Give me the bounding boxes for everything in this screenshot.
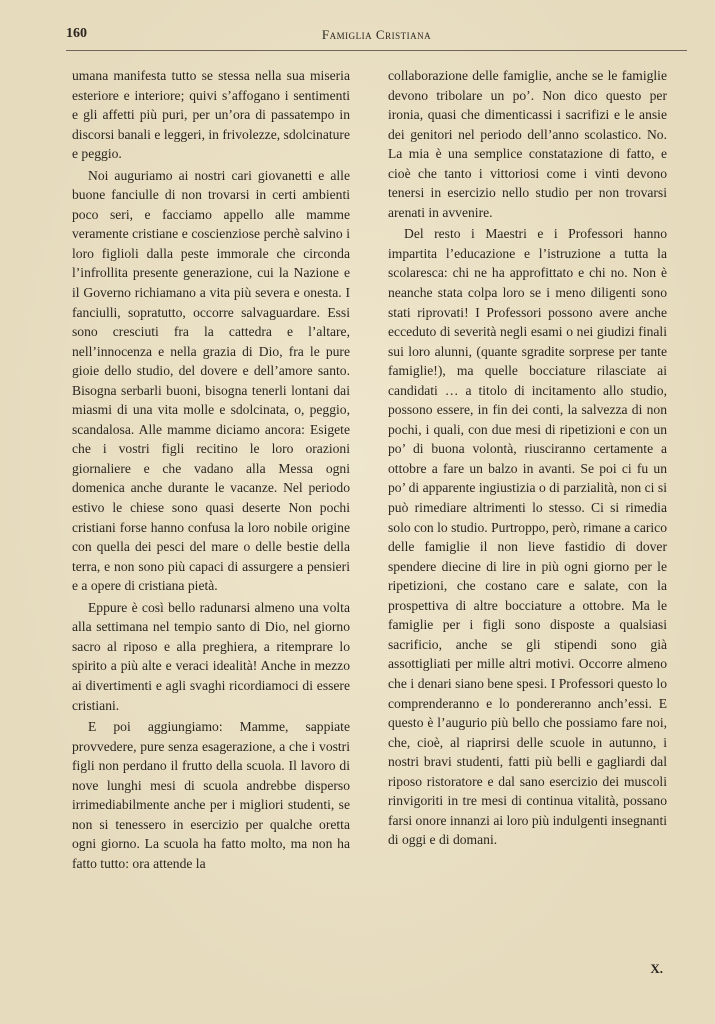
- page-number: 160: [66, 26, 87, 41]
- paragraph: umana manifesta tutto se stessa nella sua miseria esteriore e interiore; quivi s’affogano i sentimenti e gli affetti più puri, per un’ora di passatempo in discorsi banali e leggeri, in frivolezze, sdolcinature e peggio.: [72, 68, 350, 162]
- paragraph: collaborazione delle famiglie, anche se le famiglie devono tribolare un po’. Non dico questo per ironia, quasi che dimenticassi i sacrifizi e le ansie dei genitori nel periodo dell’anno scolastico. No. La mia è una semplice constatazione di fatto, e cioè che tanto i vittoriosi come i vinti devono tenersi in esercizio nello studio per non trovarsi arenati in avvenire.: [388, 68, 667, 220]
- running-title: Famiglia Cristiana: [321, 27, 432, 42]
- paragraph: E poi aggiungiamo: Mamme, sappiate provvedere, pure senza esagerazione, a che i vostri figli non perdano il frutto della scuola. Il lavoro di nove lunghi mesi di scuola andrebbe disperso irrimediabilmente anche per i migliori studenti, se non si tenessero in esercizio per qualche oretta ogni giorno. La scuola ha fatto molto, ma non ha fatto tutto: ora attende la: [72, 719, 350, 871]
- page-header: [66, 24, 687, 51]
- right-column: [388, 66, 667, 850]
- paragraph: Noi auguriamo ai nostri cari giovanetti e alle buone fanciulle di non trovarsi in certi ambienti poco seri, e facciamo appello alle mamme veramente cristiane e coscienziose perchè salvino i loro figlioli dalla peste immorale che circonda l’infrollita presente generazione, cui la Nazione e il Governo richiamano a vita più severa e onesta. I fanciulli, sopratutto, occorre salvaguardare. Essi sono cresciuti fra la cattedra e l’altare, nell’innocenza e nella grazia di Dio, fra le pure gioie dello studio, del dovere e dell’amore santo. Bisogna serbarli buoni, bisogna tenerli lontani dai miasmi di una vita molle e sdolcinata, o, peggio, scandalosa. Alle mamme diciamo ancora: Esigete che i vostri figli recitino le loro orazioni giornaliere e che vadano alla Messa ogni domenica anche durante le vacanze. Nel periodo estivo le chiese sono quasi deserte Non pochi cristiani forse hanno confusa la loro nobile origine con quella dei pesci del mare o delle bestie della terra, e non sono più capaci di assurgere a pensieri e a opere di cristiana pietà.: [72, 167, 350, 594]
- paragraph: Del resto i Maestri e i Professori hanno impartita l’educazione e l’istruzione a tutta la scolaresca: chi ne ha approfittato e chi no. Non è neanche stata colpa loro se i meno diligenti sono stati riprovati! I Professori possono avere anche ecceduto di severità negli esami o nei giudizi finali sui loro alunni, (quante sgradite sorprese per tante famiglie!), ma quelle bocciature rilasciate ai candidati … a titolo di incitamento allo studio, possono essere, in fin dei conti, la salvezza di non pochi, i quali, con due mesi di ripetizioni e con un po’ di buona volontà, riusciranno certamente a ottobre a fare un balzo in avanti. Se poi ci fu un po’ di apparente ingiustizia o di parzialità, non ci si può rimediare altrimenti lo stesso. Ci si rimedia solo con lo studio. Purtroppo, però, rimane a carico delle famiglie il non lieve fastidio di dover spendere diecine di lire in più ogni giorno per le ripetizioni, che costano care e salate, con la prospettiva di altre bocciature a ottobre. Ma le famiglie per i figli sono disposte a qualsiasi sacrificio, anche se gli stipendi sono già assottigliati per mille altri motivi. Occorre almeno che i denari siano bene spesi. I Professori questo lo comprenderanno e lo pondereranno anch’essi. E questo è l’augurio più bello che possiamo fare noi, che, cioè, al riaprirsi delle scuole in autunno, i nostri bravi studenti, fatti più belli e gagliardi dal riposo ristoratore e dal sano esercizio dei muscoli rinvigoriti in tre mesi di continua vitalità, possano farsi onore innanzi ai loro più indulgenti insegnanti di oggi e di domani.: [388, 226, 667, 848]
- left-column: [72, 66, 350, 873]
- paragraph: Eppure è così bello radunarsi almeno una volta alla settimana nel tempio santo di Dio, nel giorno sacro al riposo e alla preghiera, a ritemprare lo spirito a più alte e veraci idealità! Anche in mezzo ai divertimenti e agli svaghi ricordiamoci di essere cristiani.: [72, 599, 350, 713]
- author-signature: X.: [650, 961, 663, 976]
